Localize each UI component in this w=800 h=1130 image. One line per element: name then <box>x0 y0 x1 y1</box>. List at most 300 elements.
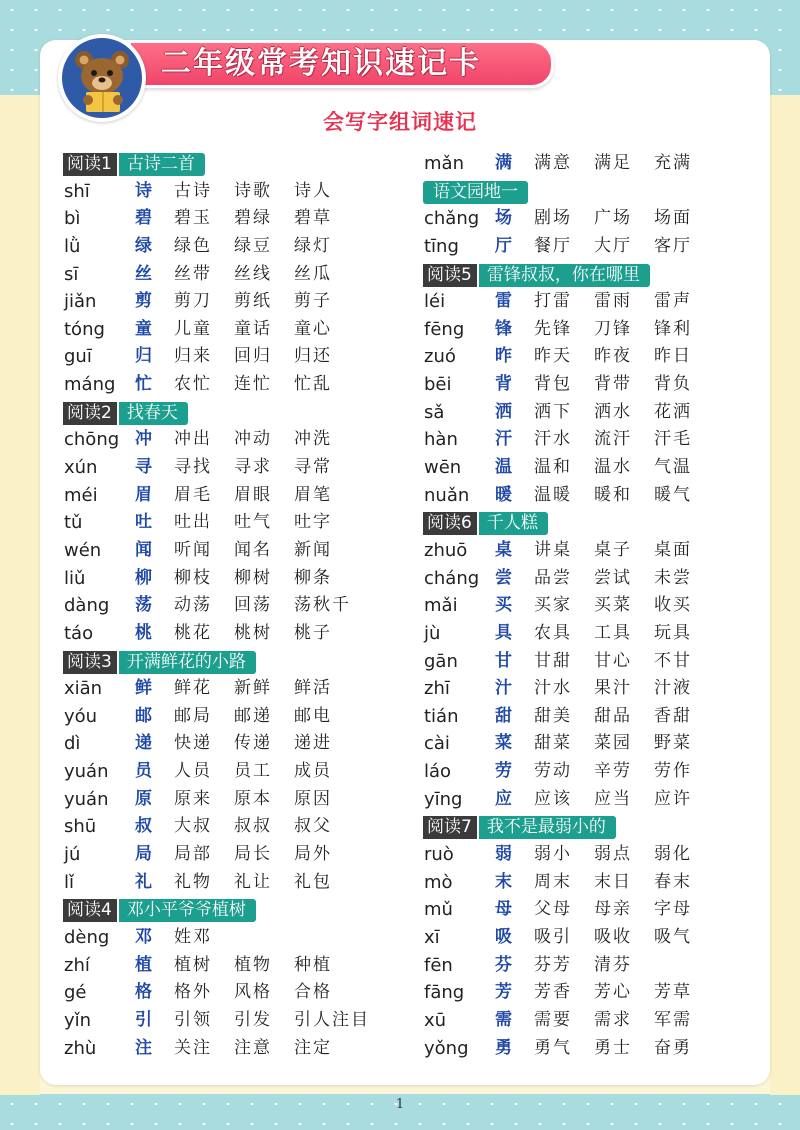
pinyin: jù <box>424 622 441 644</box>
vocab-row <box>420 620 780 648</box>
vocab-row <box>420 537 780 565</box>
word-compound: 听闻 <box>174 539 212 560</box>
lesson-header <box>420 509 780 537</box>
hanzi-character: 桌 <box>495 539 512 560</box>
word-compound: 碧草 <box>294 208 332 229</box>
word-compound: 劳动 <box>534 761 572 782</box>
word-compound: 冲出 <box>174 429 212 450</box>
hanzi-character: 昨 <box>495 346 512 367</box>
pinyin: ruò <box>424 844 454 866</box>
word-compound: 风格 <box>234 982 272 1003</box>
vocab-row <box>420 482 780 510</box>
pinyin: zhuō <box>424 539 468 561</box>
word-compound: 吸收 <box>594 926 632 947</box>
word-compound: 汁水 <box>534 678 572 699</box>
word-compound: 鲜花 <box>174 678 212 699</box>
word-compound: 芳心 <box>594 982 632 1003</box>
hanzi-character: 归 <box>135 346 152 367</box>
word-compound: 荡秋千 <box>294 595 351 616</box>
pinyin: hàn <box>424 429 458 451</box>
hanzi-character: 邮 <box>135 705 152 726</box>
word-compound: 品尝 <box>534 567 572 588</box>
word-compound: 应该 <box>534 788 572 809</box>
word-compound: 温和 <box>534 457 572 478</box>
pinyin: tián <box>424 705 459 727</box>
hanzi-character: 礼 <box>135 871 152 892</box>
word-compound: 眉毛 <box>174 484 212 505</box>
pinyin: bì <box>64 208 81 230</box>
word-compound: 合格 <box>294 982 332 1003</box>
word-compound: 原来 <box>174 788 212 809</box>
vocab-row <box>420 426 780 454</box>
word-compound: 诗人 <box>294 180 332 201</box>
hanzi-character: 末 <box>495 871 512 892</box>
lesson-title: 找春天 <box>119 402 188 425</box>
pinyin: sǎ <box>424 401 445 423</box>
word-compound: 剪刀 <box>174 291 212 312</box>
word-compound: 古诗 <box>174 180 212 201</box>
hanzi-character: 闻 <box>135 539 152 560</box>
word-compound: 眉笔 <box>294 484 332 505</box>
lesson-title: 我不是最弱小的 <box>479 816 616 839</box>
word-compound: 军需 <box>654 1009 692 1030</box>
vocab-row <box>420 150 780 178</box>
lesson-number: 阅读2 <box>63 402 117 425</box>
hanzi-character: 童 <box>135 318 152 339</box>
word-compound: 绿豆 <box>234 235 272 256</box>
word-compound: 工具 <box>594 622 632 643</box>
word-compound: 吐出 <box>174 512 212 533</box>
vocab-row <box>420 1007 780 1035</box>
word-compound: 柳树 <box>234 567 272 588</box>
word-compound: 奋勇 <box>654 1037 692 1058</box>
word-compound: 儿童 <box>174 318 212 339</box>
word-compound: 温水 <box>594 457 632 478</box>
word-compound: 客厅 <box>654 235 692 256</box>
word-compound: 种植 <box>294 954 332 975</box>
word-compound: 甜品 <box>594 705 632 726</box>
hanzi-character: 荡 <box>135 595 152 616</box>
vocab-row <box>60 813 420 841</box>
word-compound: 桌子 <box>594 539 632 560</box>
word-compound: 丝带 <box>174 263 212 284</box>
lesson-header <box>420 813 780 841</box>
hanzi-character: 注 <box>135 1037 152 1058</box>
title-banner <box>128 40 554 88</box>
hanzi-character: 劳 <box>495 761 512 782</box>
pinyin: yuán <box>64 761 109 783</box>
hanzi-character: 局 <box>135 844 152 865</box>
pinyin: cài <box>424 733 450 755</box>
lesson-header <box>420 261 780 289</box>
word-compound: 忙乱 <box>294 374 332 395</box>
word-compound: 眉眼 <box>234 484 272 505</box>
lesson-header-label <box>63 153 205 176</box>
word-compound: 吐字 <box>294 512 332 533</box>
hanzi-character: 厅 <box>495 235 512 256</box>
word-compound: 新鲜 <box>234 678 272 699</box>
vocab-row <box>420 841 780 869</box>
lesson-header-label <box>63 402 188 425</box>
pinyin: fēng <box>424 318 465 340</box>
word-compound: 童心 <box>294 318 332 339</box>
lesson-number: 阅读5 <box>423 264 477 287</box>
pinyin: yǒng <box>424 1037 469 1059</box>
vocab-row <box>420 786 780 814</box>
pinyin: dèng <box>64 926 110 948</box>
lesson-header <box>60 399 420 427</box>
word-compound: 弱化 <box>654 844 692 865</box>
pinyin: fēn <box>424 954 453 976</box>
word-compound: 植树 <box>174 954 212 975</box>
word-compound: 辛劳 <box>594 761 632 782</box>
word-compound: 流汗 <box>594 429 632 450</box>
hanzi-character: 剪 <box>135 291 152 312</box>
vocab-row <box>420 924 780 952</box>
word-compound: 果汁 <box>594 678 632 699</box>
pinyin: lǜ <box>64 235 81 257</box>
word-compound: 原本 <box>234 788 272 809</box>
word-compound: 回归 <box>234 346 272 367</box>
word-compound: 勇气 <box>534 1037 572 1058</box>
lesson-number: 阅读1 <box>63 153 117 176</box>
word-compound: 应许 <box>654 788 692 809</box>
word-compound: 汗毛 <box>654 429 692 450</box>
vocab-row <box>60 343 420 371</box>
hanzi-character: 汁 <box>495 678 512 699</box>
hanzi-character: 应 <box>495 788 512 809</box>
word-compound: 收买 <box>654 595 692 616</box>
word-compound: 动荡 <box>174 595 212 616</box>
lesson-title: 雷锋叔叔，你在哪里 <box>479 264 650 287</box>
lesson-header <box>60 150 420 178</box>
hanzi-character: 具 <box>495 622 512 643</box>
word-compound: 注意 <box>234 1037 272 1058</box>
hanzi-character: 忙 <box>135 374 152 395</box>
hanzi-character: 锋 <box>495 318 512 339</box>
hanzi-character: 桃 <box>135 622 152 643</box>
hanzi-character: 原 <box>135 788 152 809</box>
vocab-row <box>60 675 420 703</box>
hanzi-character: 吐 <box>135 512 152 533</box>
word-compound: 植物 <box>234 954 272 975</box>
hanzi-character: 邓 <box>135 926 152 947</box>
word-compound: 需求 <box>594 1009 632 1030</box>
word-compound: 需要 <box>534 1009 572 1030</box>
vocab-row <box>60 786 420 814</box>
hanzi-character: 绿 <box>135 235 152 256</box>
word-compound: 员工 <box>234 761 272 782</box>
word-compound: 农忙 <box>174 374 212 395</box>
vocab-row <box>420 371 780 399</box>
word-compound: 背包 <box>534 374 572 395</box>
hanzi-character: 叔 <box>135 816 152 837</box>
pinyin: zhī <box>424 678 450 700</box>
vocab-row <box>420 454 780 482</box>
word-compound: 汗水 <box>534 429 572 450</box>
vocab-row <box>60 1035 420 1063</box>
pinyin: táo <box>64 622 94 644</box>
pinyin: xiān <box>64 678 103 700</box>
pinyin: yuán <box>64 788 109 810</box>
pinyin: sī <box>64 263 79 285</box>
pinyin: léi <box>424 291 446 313</box>
word-compound: 柳枝 <box>174 567 212 588</box>
lesson-header-label <box>63 899 256 922</box>
word-compound: 剧场 <box>534 208 572 229</box>
word-compound: 童话 <box>234 318 272 339</box>
hanzi-character: 鲜 <box>135 678 152 699</box>
hanzi-character: 引 <box>135 1009 152 1030</box>
pinyin: xún <box>64 457 98 479</box>
left-column <box>60 150 420 1062</box>
vocab-row <box>420 675 780 703</box>
pinyin: mò <box>424 871 453 893</box>
hanzi-character: 汗 <box>495 429 512 450</box>
word-compound: 暖和 <box>594 484 632 505</box>
word-compound: 背负 <box>654 374 692 395</box>
pinyin: nuǎn <box>424 484 470 506</box>
word-compound: 野菜 <box>654 733 692 754</box>
word-compound: 邮递 <box>234 705 272 726</box>
word-compound: 格外 <box>174 982 212 1003</box>
word-compound: 甘甜 <box>534 650 572 671</box>
vocab-row <box>60 537 420 565</box>
vocab-row <box>60 233 420 261</box>
word-compound: 广场 <box>594 208 632 229</box>
lesson-header <box>60 648 420 676</box>
word-compound: 局外 <box>294 844 332 865</box>
pinyin: xū <box>424 1009 447 1031</box>
word-compound: 暖气 <box>654 484 692 505</box>
word-compound: 温暖 <box>534 484 572 505</box>
vocab-row <box>420 896 780 924</box>
page-title: 二年级常考知识速记卡 <box>161 46 481 81</box>
word-compound: 剪子 <box>294 291 332 312</box>
hanzi-character: 芬 <box>495 954 512 975</box>
vocab-row <box>60 482 420 510</box>
word-compound: 昨天 <box>534 346 572 367</box>
vocab-row <box>420 592 780 620</box>
word-compound: 回荡 <box>234 595 272 616</box>
hanzi-character: 尝 <box>495 567 512 588</box>
vocab-row <box>420 399 780 427</box>
word-compound: 诗歌 <box>234 180 272 201</box>
pinyin: shī <box>64 180 90 202</box>
hanzi-character: 格 <box>135 982 152 1003</box>
word-compound: 引领 <box>174 1009 212 1030</box>
word-compound: 柳条 <box>294 567 332 588</box>
vocab-row <box>60 952 420 980</box>
word-compound: 场面 <box>654 208 692 229</box>
word-compound: 买家 <box>534 595 572 616</box>
vocab-row <box>420 758 780 786</box>
pinyin: guī <box>64 346 92 368</box>
vocab-row <box>420 565 780 593</box>
word-compound: 应当 <box>594 788 632 809</box>
word-compound: 洒下 <box>534 401 572 422</box>
vocab-row <box>60 565 420 593</box>
word-compound: 昨日 <box>654 346 692 367</box>
hanzi-character: 吸 <box>495 926 512 947</box>
vocab-row <box>60 592 420 620</box>
word-compound: 弱点 <box>594 844 632 865</box>
lesson-title: 语文园地一 <box>423 181 528 204</box>
word-compound: 买菜 <box>594 595 632 616</box>
word-compound: 父母 <box>534 899 572 920</box>
vocab-row <box>420 869 780 897</box>
pinyin: zhí <box>64 954 90 976</box>
lesson-number: 阅读4 <box>63 899 117 922</box>
hanzi-character: 洒 <box>495 401 512 422</box>
pinyin: jú <box>64 844 81 866</box>
vocab-row <box>420 343 780 371</box>
word-compound: 汁液 <box>654 678 692 699</box>
word-compound: 局长 <box>234 844 272 865</box>
word-compound: 吸引 <box>534 926 572 947</box>
vocab-row <box>60 758 420 786</box>
word-compound: 花洒 <box>654 401 692 422</box>
word-compound: 甘心 <box>594 650 632 671</box>
pinyin: lǐ <box>64 871 75 893</box>
hanzi-character: 诗 <box>135 180 152 201</box>
hanzi-character: 柳 <box>135 567 152 588</box>
pinyin: láo <box>424 761 452 783</box>
vocab-row <box>420 648 780 676</box>
lesson-number: 阅读6 <box>423 512 477 535</box>
word-compound: 吐气 <box>234 512 272 533</box>
hanzi-character: 温 <box>495 457 512 478</box>
word-compound: 母亲 <box>594 899 632 920</box>
lesson-header-label <box>63 651 256 674</box>
word-compound: 碧玉 <box>174 208 212 229</box>
word-compound: 洒水 <box>594 401 632 422</box>
vocab-row <box>420 952 780 980</box>
word-compound: 吸气 <box>654 926 692 947</box>
section-subtitle: 会写字组词速记 <box>323 110 477 134</box>
vocab-row <box>420 1035 780 1063</box>
word-compound: 礼包 <box>294 871 332 892</box>
word-compound: 先锋 <box>534 318 572 339</box>
word-compound: 未尝 <box>654 567 692 588</box>
word-compound: 周末 <box>534 871 572 892</box>
word-compound: 餐厅 <box>534 235 572 256</box>
word-compound: 锋利 <box>654 318 692 339</box>
hanzi-character: 满 <box>495 153 512 173</box>
word-compound: 讲桌 <box>534 539 572 560</box>
word-compound: 甜美 <box>534 705 572 726</box>
hanzi-character: 甜 <box>495 705 512 726</box>
page-number: 1 <box>395 1097 405 1112</box>
word-compound: 桌面 <box>654 539 692 560</box>
hanzi-character: 母 <box>495 899 512 920</box>
pinyin: gān <box>424 650 458 672</box>
hanzi-character: 勇 <box>495 1037 512 1058</box>
vocab-row <box>60 316 420 344</box>
word-compound: 引人注目 <box>294 1009 370 1030</box>
word-compound: 归还 <box>294 346 332 367</box>
vocab-row <box>60 426 420 454</box>
hanzi-character: 弱 <box>495 844 512 865</box>
word-compound: 勇士 <box>594 1037 632 1058</box>
word-compound: 芬芳 <box>534 954 572 975</box>
word-compound: 满足 <box>594 153 632 173</box>
lesson-number: 阅读3 <box>63 651 117 674</box>
word-compound: 春末 <box>654 871 692 892</box>
pinyin: yǐn <box>64 1009 92 1031</box>
hanzi-character: 菜 <box>495 733 512 754</box>
pinyin: yóu <box>64 705 98 727</box>
vocab-row <box>60 620 420 648</box>
pinyin: cháng <box>424 567 480 589</box>
pinyin: jiǎn <box>64 291 97 313</box>
word-compound: 递进 <box>294 733 332 754</box>
pinyin: zuó <box>424 346 456 368</box>
word-compound: 鲜活 <box>294 678 332 699</box>
vocab-row <box>420 233 780 261</box>
vocab-row <box>60 205 420 233</box>
vocab-row <box>60 1007 420 1035</box>
hanzi-character: 冲 <box>135 429 152 450</box>
pinyin: chǎng <box>424 208 480 230</box>
lesson-title: 千人糕 <box>479 512 548 535</box>
vocab-row <box>60 841 420 869</box>
hanzi-character: 暖 <box>495 484 512 505</box>
pinyin: tīng <box>424 235 459 257</box>
hanzi-character: 雷 <box>495 291 512 312</box>
lesson-title: 邓小平爷爷植树 <box>119 899 256 922</box>
pinyin: méi <box>64 484 98 506</box>
word-compound: 关注 <box>174 1037 212 1058</box>
word-compound: 丝线 <box>234 263 272 284</box>
word-compound: 桃花 <box>174 622 212 643</box>
pinyin: fāng <box>424 982 465 1004</box>
pinyin: bēi <box>424 374 452 396</box>
word-compound: 桃子 <box>294 622 332 643</box>
word-compound: 原因 <box>294 788 332 809</box>
hanzi-character: 植 <box>135 954 152 975</box>
word-compound: 昨夜 <box>594 346 632 367</box>
lesson-header-label <box>423 816 616 839</box>
word-compound: 寻常 <box>294 457 332 478</box>
page-margin-left <box>0 95 40 1095</box>
word-compound: 成员 <box>294 761 332 782</box>
word-compound: 芳香 <box>534 982 572 1003</box>
word-compound: 桃树 <box>234 622 272 643</box>
word-compound: 快递 <box>174 733 212 754</box>
word-compound: 弱小 <box>534 844 572 865</box>
vocab-row <box>60 509 420 537</box>
lesson-title: 古诗二首 <box>119 153 205 176</box>
hanzi-character: 场 <box>495 208 512 229</box>
lesson-header-label <box>423 181 528 204</box>
vocab-row <box>420 316 780 344</box>
word-compound: 清芬 <box>594 954 632 975</box>
word-compound: 背带 <box>594 374 632 395</box>
vocab-row <box>420 205 780 233</box>
word-compound: 冲动 <box>234 429 272 450</box>
word-compound: 丝瓜 <box>294 263 332 284</box>
word-compound: 寻求 <box>234 457 272 478</box>
word-compound: 雷声 <box>654 291 692 312</box>
word-compound: 农具 <box>534 622 572 643</box>
word-compound: 劳作 <box>654 761 692 782</box>
word-compound: 雷雨 <box>594 291 632 312</box>
pinyin: máng <box>64 374 116 396</box>
pinyin: dàng <box>64 595 110 617</box>
word-compound: 邮局 <box>174 705 212 726</box>
word-compound: 局部 <box>174 844 212 865</box>
